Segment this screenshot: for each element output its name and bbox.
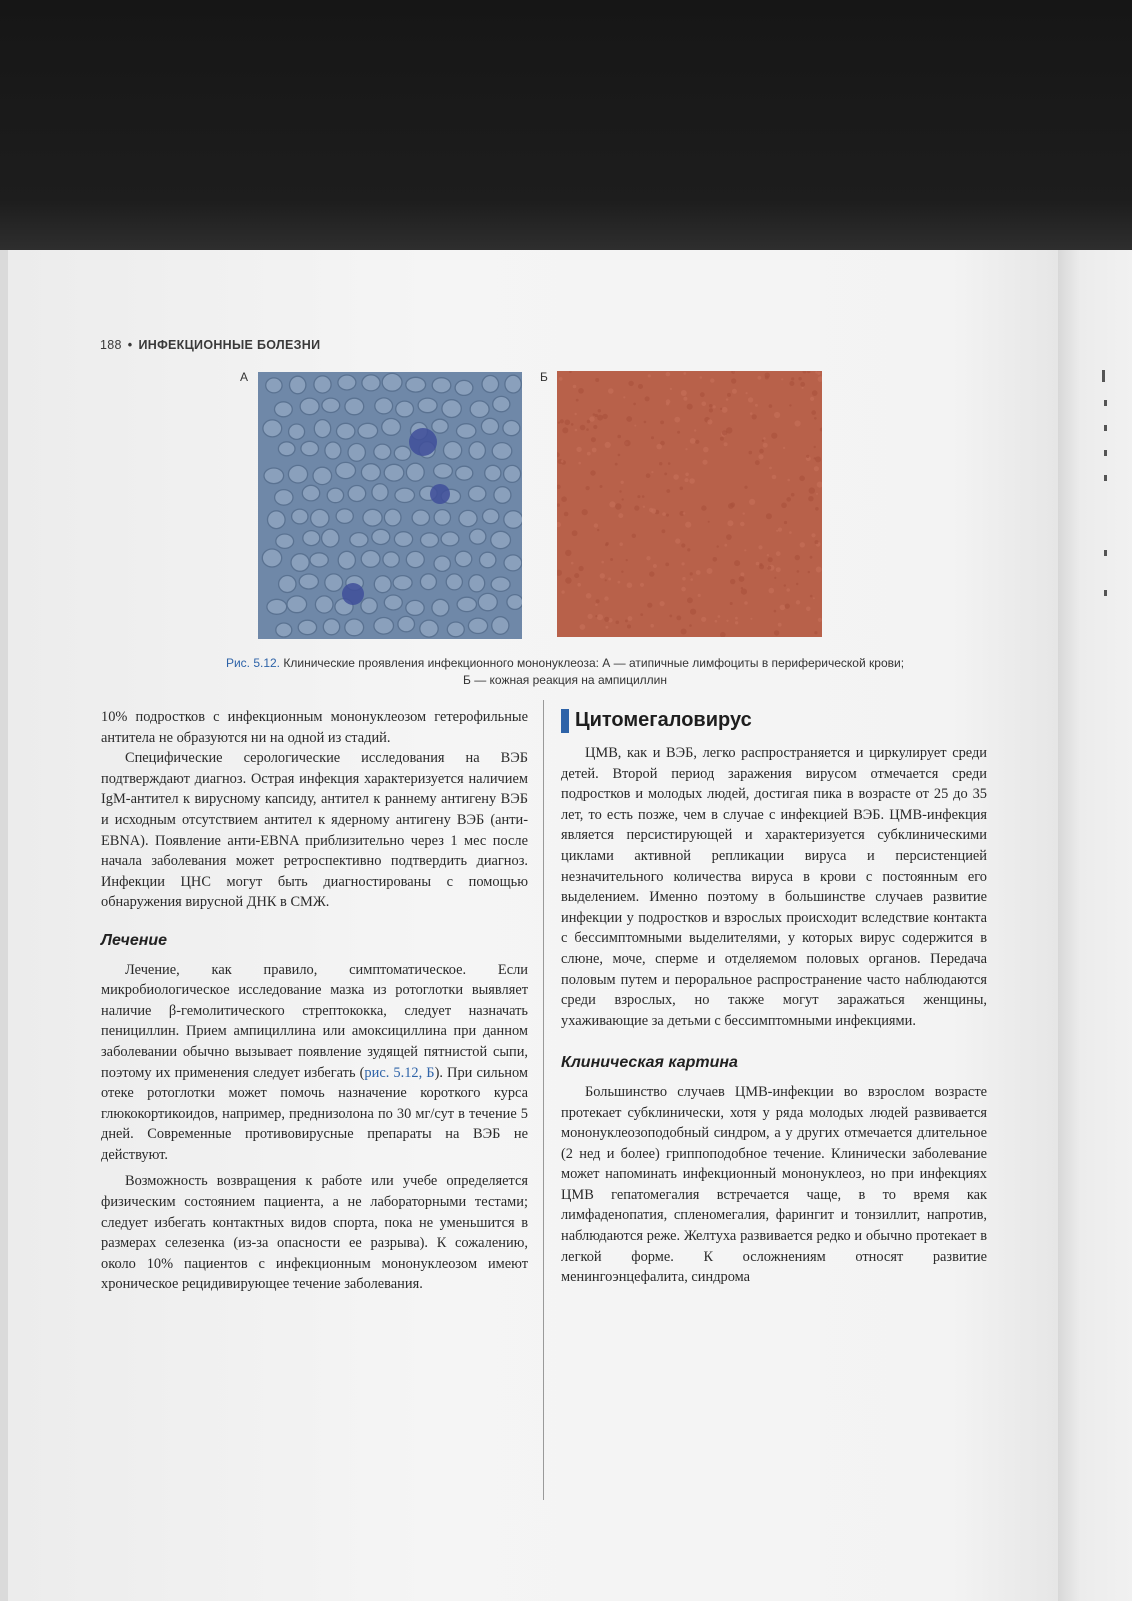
page-number: 188: [100, 338, 122, 352]
figure-caption-text: Клинические проявления инфекционного мононуклеоза: А — атипичные лимфоциты в периферической крови;: [283, 656, 905, 670]
running-head: [100, 338, 320, 352]
column-divider: [543, 700, 544, 1500]
edge-mark: [1104, 550, 1107, 556]
right-column: [561, 707, 987, 1288]
edge-mark: [1104, 450, 1107, 456]
paragraph: Возможность возвращения к работе или учебе определяется физическим состоянием пациента, а не лабораторными тестами; следует избегать контактных видов спорта, пока не уменьшится в размерах селезенка (из-за опасности ее разрыва). К сожалению, около 10% пациентов с инфекционным мононуклеозом имеют хроническое рецидивирующее течение заболевания.: [101, 1173, 528, 1293]
edge-mark: [1104, 425, 1107, 431]
figure-label-b: Б: [540, 370, 548, 384]
left-column: [101, 707, 528, 1295]
paragraph-text: Лечение, как правило, симптоматическое. Если микробиологическое исследование мазка из ротоглотки выявляет наличие β-гемолитического стрептококка, следует назначать пенициллин. Прием ампициллина или амоксициллина при данном заболевании обычно вызывает появление зудящей пятнистой сыпи, поэтому их применения следует избегать (: [101, 961, 528, 1081]
paragraph: 10% подростков с инфекционным мононуклеозом гетерофильные антитела не образуются ни на одной из стадий.: [101, 709, 528, 746]
figure-reference-link[interactable]: рис. 5.12, Б: [364, 1064, 435, 1081]
figure-label-a: А: [240, 370, 249, 384]
section-heading-clinical: Клиническая картина: [561, 1054, 738, 1072]
scan-left-edge: [0, 250, 8, 1601]
paragraph: [101, 960, 528, 1166]
running-head-bullet: •: [127, 338, 133, 352]
scan-dark-background: [0, 0, 1132, 250]
paragraph: Специфические серологические исследования на ВЭБ подтверждают диагноз. Острая инфекция характеризуется наличием IgM-антител к вирусному капсиду, антител к раннему антигену ВЭБ и исходным отсутствием антител к ядерному антигену ВЭБ (анти-EBNA). Появление анти-EBNA приблизительно через 1 мес после начала заболевания может ретроспективно подтвердить диагноз. Инфекции ЦНС могут быть диагностированы с помощью обнаружения вирусной ДНК в СМЖ.: [101, 750, 528, 911]
edge-mark: [1104, 400, 1107, 406]
paragraph: Большинство случаев ЦМВ-инфекции во взрослом возрасте протекает субклинически, хотя у ряда молодых людей развивается мононуклеозоподобный синдром, а у других отмечается длительное (2 нед и более) гриппоподобное течение. Клинически заболевание может напоминать инфекционный мононуклеоз, но при инфекциях ЦМВ гепатомегалия встречается чаще, в то время как лимфаденопатия, спленомегалия, фарингит и тонзиллит, напротив, наблюдаются реже. Желтуха развивается редко и обычно протекает в легкой форме. К осложнениям относят развитие менингоэнцефалита, синдрома: [561, 1083, 987, 1286]
edge-mark: [1104, 590, 1107, 596]
edge-mark: [1102, 370, 1105, 382]
blood-smear-photo: [258, 372, 522, 639]
paragraph: ЦМВ, как и ВЭБ, легко распространяется и циркулирует среди детей. Второй период заражения вирусом отмечается среди подростков и молодых людей, достигая пика в возрасте от 25 до 35 лет, то есть позже, чем в случае с инфекцией ВЭБ. ЦМВ-инфекция является персистирующей и характеризуется субклиническими циклами активной репликации вируса и персистенцией незначительного количества вируса в крови с постоянным его выделением. Именно поэтому в большинстве случаев развитие инфекции у подростков и взрослых происходит вследствие контакта с бессимптомными выделителями, у которых вирус содержится в слюне, моче, сперме и отделяемом половых органов. Передача половым путем и пероральное распространение часто наблюдаются среди взрослых, но также могут заражаться женщины, ухаживающие за детьми с бессимптомными инфекциями.: [561, 745, 987, 1029]
figure-caption: [100, 655, 1030, 689]
edge-mark: [1104, 475, 1107, 481]
section-heading-cmv: Цитомегаловирус: [561, 707, 987, 733]
skin-reaction-photo: [557, 371, 822, 637]
paragraph-text: ). При сильном отеке ротоглотки может помочь назначение короткого курса глюкокортикоидов, например, преднизолона по 30 мг/сут в течение 5 дней. Современные противовирусные препараты на ВЭБ не действуют.: [101, 1064, 529, 1163]
figure-caption-text-2: Б — кожная реакция на ампициллин: [463, 673, 667, 687]
facing-page-edge: [1058, 250, 1132, 1601]
figure-number: Рис. 5.12.: [225, 656, 281, 670]
running-head-title: ИНФЕКЦИОННЫЕ БОЛЕЗНИ: [138, 338, 321, 352]
section-heading-treatment: Лечение: [101, 931, 168, 949]
